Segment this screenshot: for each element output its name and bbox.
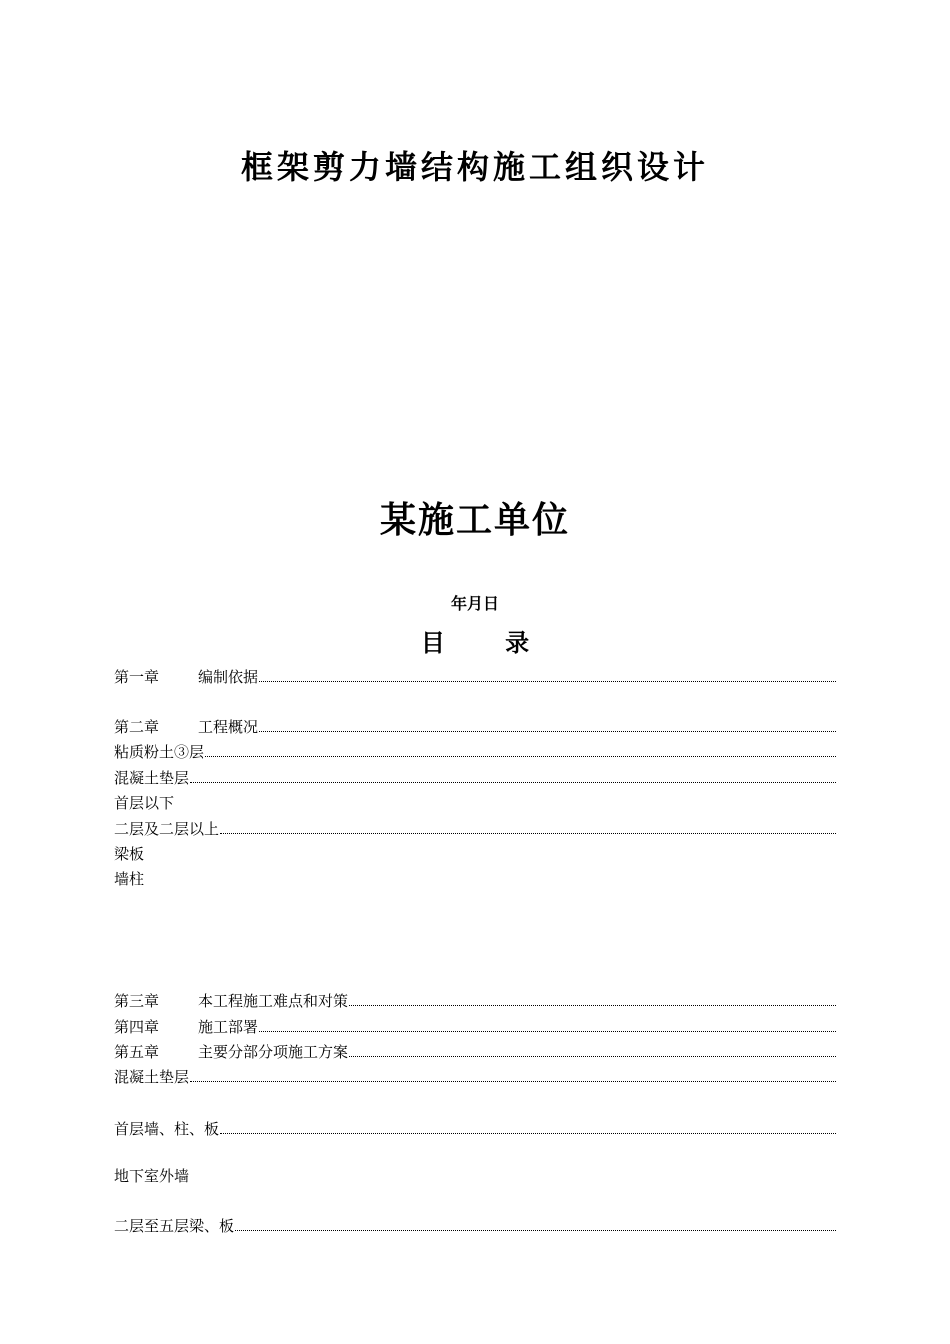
toc-entry-text: 工程概况 <box>198 718 259 736</box>
toc-entry-number: 第一章 <box>114 668 160 686</box>
toc-entry[interactable] <box>114 868 836 890</box>
organization-name: 某施工单位 <box>379 499 570 541</box>
toc-entry[interactable] <box>114 1066 836 1088</box>
toc-entry-number: 第四章 <box>114 1018 160 1036</box>
toc-entry-text: 首层以下 <box>114 794 175 812</box>
toc-entry[interactable] <box>114 767 836 789</box>
toc-dot-leader <box>259 667 836 682</box>
toc-entry-number: 第五章 <box>114 1043 160 1061</box>
toc-entry[interactable] <box>114 666 836 688</box>
toc-entry-text: 墙柱 <box>114 870 145 888</box>
toc-entry-text: 地下室外墙 <box>114 1167 190 1185</box>
toc-entry[interactable] <box>114 716 836 738</box>
toc-entry-text: 首层墙、柱、板 <box>114 1120 220 1138</box>
toc-heading: 目 录 <box>420 628 556 657</box>
toc-dot-leader <box>205 742 836 757</box>
toc-entry-text: 二层至五层梁、板 <box>114 1217 235 1235</box>
toc-entry-text: 粘质粉土③层 <box>114 743 205 761</box>
toc-entry[interactable] <box>114 1165 836 1187</box>
toc-entry-number: 第三章 <box>114 992 160 1010</box>
document-date: 年月日 <box>450 594 499 613</box>
toc-entry[interactable] <box>114 818 836 840</box>
toc-entry[interactable] <box>114 843 836 865</box>
toc-entry[interactable] <box>114 792 836 814</box>
document-title: 框架剪力墙结构施工组织设计 <box>240 148 709 186</box>
toc-entry-text: 二层及二层以上 <box>114 820 220 838</box>
toc-entry-text: 主要分部分项施工方案 <box>198 1043 349 1061</box>
toc-dot-leader <box>220 1119 836 1134</box>
toc-dot-leader <box>349 991 836 1006</box>
toc-entry-text: 混凝土垫层 <box>114 1068 190 1086</box>
toc-entry-text: 本工程施工难点和对策 <box>198 992 349 1010</box>
toc-entry-text: 编制依据 <box>198 668 259 686</box>
toc-entry-number: 第二章 <box>114 718 160 736</box>
toc-dot-leader <box>190 768 836 783</box>
toc-entry[interactable] <box>114 1041 836 1063</box>
toc-dot-leader <box>220 819 836 834</box>
toc-entry-text: 混凝土垫层 <box>114 769 190 787</box>
toc-entry[interactable] <box>114 990 836 1012</box>
toc-entry[interactable] <box>114 741 836 763</box>
toc-entry-text: 梁板 <box>114 845 145 863</box>
toc-dot-leader <box>259 717 836 732</box>
toc-dot-leader <box>190 1067 836 1082</box>
toc-dot-leader <box>349 1042 836 1057</box>
toc-entry[interactable] <box>114 1215 836 1237</box>
toc-entry-text: 施工部署 <box>198 1018 259 1036</box>
toc-entry[interactable] <box>114 1016 836 1038</box>
toc-entry[interactable] <box>114 1118 836 1140</box>
toc-dot-leader <box>235 1216 836 1231</box>
toc-dot-leader <box>259 1017 836 1032</box>
